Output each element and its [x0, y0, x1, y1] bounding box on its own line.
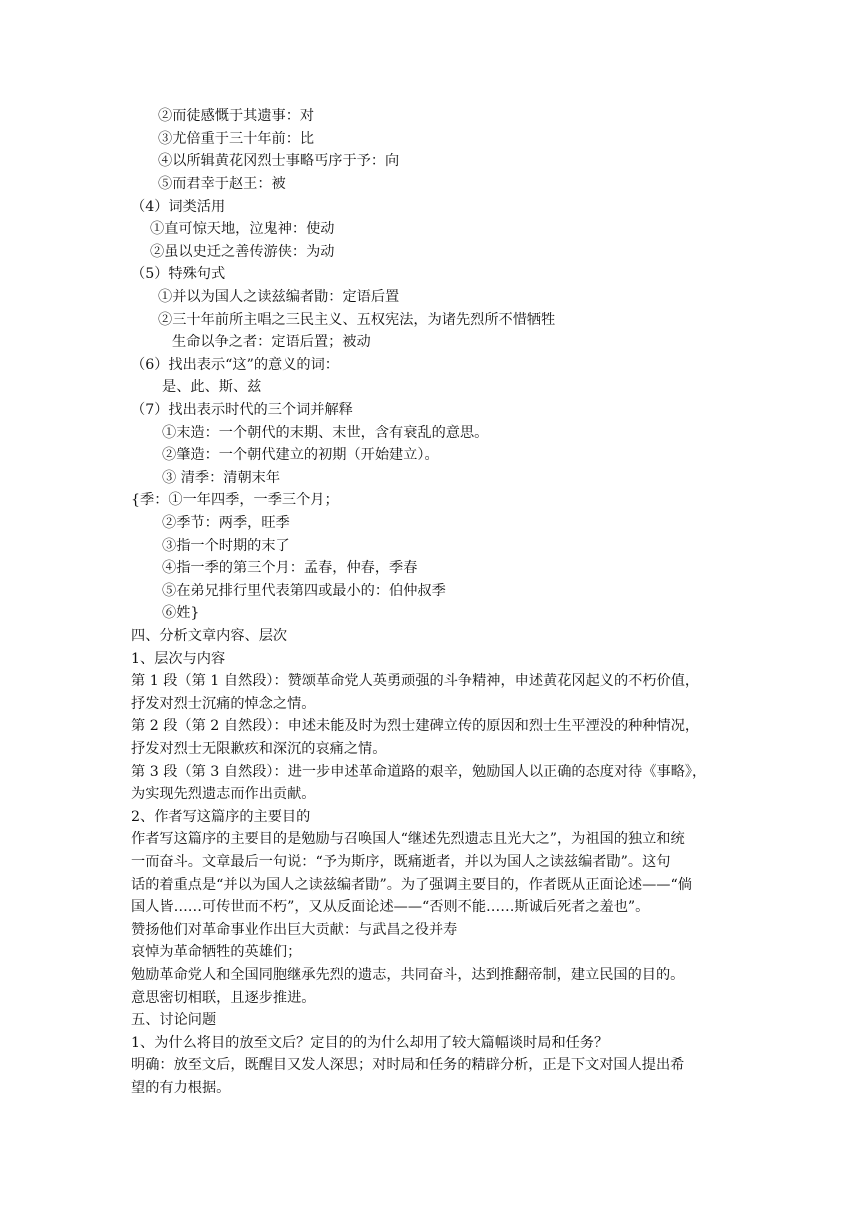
text-line: （4）词类活用 [131, 199, 226, 215]
text-line: ③尤倍重于三十年前：比 [158, 131, 315, 147]
text-line: ②虽以史迁之善传游侠：为动 [150, 244, 335, 260]
text-line: ③ 清季：清朝末年 [162, 470, 281, 486]
subsection-heading: 1、层次与内容 [131, 651, 226, 667]
text-line: 赞扬他们对革命事业作出巨大贡献：与武昌之役并寿 [131, 922, 458, 938]
text-line: ①直可惊天地，泣鬼神：使动 [150, 221, 335, 237]
text-line: ④指一季的第三个月：孟春，仲春，季春 [162, 560, 418, 576]
text-line: 第 3 段（第 3 自然段）：进一步申述革命道路的艰辛，勉励国人以正确的态度对待《事略》， [131, 764, 707, 780]
text-line: 抒发对烈士沉痛的悼念之情。 [131, 696, 316, 712]
text-line: ②肇造：一个朝代建立的初期（开始建立）。 [162, 447, 439, 463]
section-heading: 五、讨论问题 [131, 1012, 217, 1028]
text-line: 作者写这篇序的主要目的是勉励与召唤国人“继述先烈遗志且光大之”，为祖国的独立和统 [131, 831, 685, 847]
text-line: {季：①一年四季，一季三个月； [131, 492, 339, 508]
text-line: 意思密切相联，且逐步推进。 [131, 990, 316, 1006]
text-line: 抒发对烈士无限歉疚和深沉的哀痛之情。 [131, 741, 387, 757]
text-line: （7）找出表示时代的三个词并解释 [131, 402, 353, 418]
text-line: ②三十年前所主唱之三民主义、五权宪法，为诸先烈所不惜牺牲 [158, 312, 556, 328]
text-line: 国人皆……可传世而不朽”，又从反面论述——“否则不能……斯诚后死者之羞也”。 [131, 899, 650, 915]
text-line: ⑤在弟兄排行里代表第四或最小的：伯仲叔季 [162, 583, 446, 599]
text-line: ③指一个时期的末了 [162, 538, 290, 554]
text-line: ⑤而君幸于赵王：被 [158, 176, 286, 192]
section-heading: 四、分析文章内容、层次 [131, 628, 288, 644]
text-line: 为实现先烈遗志而作出贡献。 [131, 786, 316, 802]
text-line: （6）找出表示“这”的意义的词： [131, 357, 339, 373]
text-line: 哀悼为革命牺牲的英雄们； [131, 944, 302, 960]
text-line: （5）特殊句式 [131, 266, 226, 282]
text-line: 第 2 段（第 2 自然段）：申述未能及时为烈士建碑立传的原因和烈士生平湮没的种种情况， [131, 718, 700, 734]
text-line: 是、此、斯、兹 [162, 379, 262, 395]
text-line: 勉励革命党人和全国同胞继承先烈的遗志，共同奋斗，达到推翻帝制，建立民国的目的。 [131, 967, 685, 983]
text-line: ⑥姓} [162, 605, 200, 621]
text-line: ①并以为国人之读兹编者勖：定语后置 [158, 289, 400, 305]
text-line: 1、为什么将目的放至文后？定目的的为什么却用了较大篇幅谈时局和任务？ [131, 1035, 609, 1051]
text-line: 第 1 段（第 1 自然段）：赞颂革命党人英勇顽强的斗争精神，申述黄花冈起义的不朽价值， [131, 673, 700, 689]
text-line: 明确：放至文后，既醒目又发人深思；对时局和任务的精辟分析，正是下文对国人提出希 [131, 1057, 685, 1073]
text-line: 望的有力根据。 [131, 1080, 231, 1096]
text-line: ①末造：一个朝代的末期、末世，含有衰乱的意思。 [162, 425, 489, 441]
text-line: 生命以争之者：定语后置；被动 [172, 334, 371, 350]
text-line: ②季节：两季，旺季 [162, 515, 290, 531]
text-line: 一而奋斗。文章最后一句说：“予为斯序，既痛逝者，并以为国人之读兹编者勖”。这句 [131, 854, 671, 870]
subsection-heading: 2、作者写这篇序的主要目的 [131, 809, 311, 825]
text-line: ④以所辑黄花冈烈士事略丐序于予：向 [158, 153, 400, 169]
text-line: 话的着重点是“并以为国人之读兹编者勖”。为了强调主要目的，作者既从正面论述——“倘 [131, 877, 692, 893]
text-line: ②而徒感慨于其遗事：对 [158, 108, 315, 124]
